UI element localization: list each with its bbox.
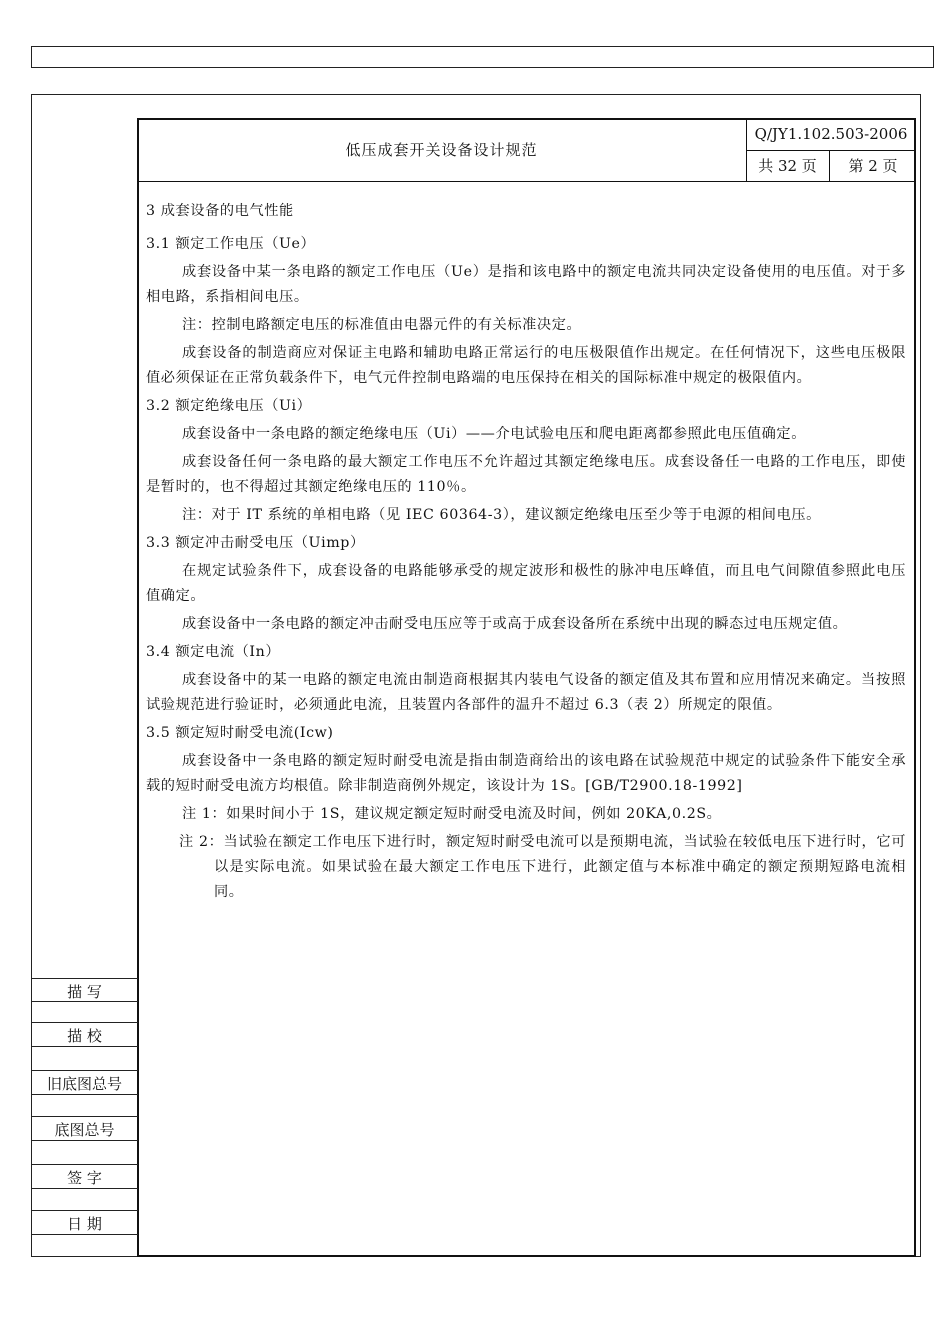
subsection-heading: 3.4 额定电流（In） <box>146 644 281 660</box>
date-value-cell <box>31 1234 138 1255</box>
note: 注：控制电路额定电压的标准值由电器元件的有关标准决定。 <box>182 317 582 333</box>
subsection-heading: 3.2 额定绝缘电压（Ui） <box>146 398 312 414</box>
check-value-cell <box>31 1046 138 1069</box>
base-number-value-cell <box>31 1140 138 1163</box>
section-heading: 3 成套设备的电气性能 <box>146 203 294 219</box>
note: 注 2：当试验在额定工作电压下进行时，额定短时耐受电流可以是预期电流，当试验在较低电压下进行时，它可以是实际电流。如果试验在最大额定工作电压下进行，此额定值与本标准中确定的额定预期短路电流相同。 <box>179 834 906 900</box>
document-title: 低压成套开关设备设计规范 <box>345 141 538 159</box>
paragraph: 成套设备中一条电路的额定短时耐受电流是指由制造商给出的该电路在试验规范中规定的试验条件下能安全承载的短时耐受电流方均根值。除非制造商例外规定，该设计为 1S。[GB/T2900.18-1992] <box>146 753 906 794</box>
subsection-heading: 3.1 额定工作电压（Ue） <box>146 236 316 252</box>
draw-value-cell <box>31 1001 138 1022</box>
paragraph: 在规定试验条件下，成套设备的电路能够承受的规定波形和极性的脉冲电压峰值，而且电气间隙值参照此电压值确定。 <box>146 563 906 604</box>
paragraph: 成套设备的制造商应对保证主电路和辅助电路正常运行的电压极限值作出规定。在任何情况下，这些电压极限值必须保证在正常负载条件下，电气元件控制电路端的电压保持在相关的国际标准中规定的极限值内。 <box>146 345 906 386</box>
page-total: 共 32 页 <box>758 157 817 175</box>
note: 注：对于 IT 系统的单相电路（见 IEC 60364-3），建议额定绝缘电压至少等于电源的相间电压。 <box>182 507 821 523</box>
subsection-heading: 3.3 额定冲击耐受电压（Uimp） <box>146 535 365 551</box>
paragraph: 成套设备中一条电路的额定冲击耐受电压应等于或高于成套设备所在系统中出现的瞬态过电压规定值。 <box>182 616 848 632</box>
subsection-heading: 3.5 额定短时耐受电流(Icw) <box>146 725 334 741</box>
document-body <box>146 196 906 905</box>
old-base-number-label: 旧底图总号 <box>31 1070 138 1093</box>
paragraph: 成套设备中某一条电路的额定工作电压（Ue）是指和该电路中的额定电流共同决定设备使用的电压值。对于多相电路，系指相间电压。 <box>146 264 906 305</box>
base-number-label: 底图总号 <box>31 1116 138 1139</box>
signature-value-cell <box>31 1188 138 1211</box>
paragraph: 成套设备任何一条电路的最大额定工作电压不允许超过其额定绝缘电压。成套设备任一电路的工作电压，即使是暂时的，也不得超过其额定绝缘电压的 110％。 <box>146 454 906 495</box>
note: 注 1：如果时间小于 1S，建议规定额定短时耐受电流及时间，例如 20KA,0.2S。 <box>182 806 722 822</box>
signature-label: 签 字 <box>31 1164 138 1187</box>
date-label: 日 期 <box>31 1210 138 1233</box>
document-code: Q/JY1.102.503-2006 <box>754 125 908 143</box>
check-label: 描 校 <box>31 1022 138 1045</box>
draw-label: 描 写 <box>31 978 138 1001</box>
paragraph: 成套设备中一条电路的额定绝缘电压（Ui）——介电试验电压和爬电距离都参照此电压值确定。 <box>182 426 806 442</box>
page-current: 第 2 页 <box>848 157 898 175</box>
old-base-number-value-cell <box>31 1094 138 1117</box>
top-margin-strip <box>31 46 934 68</box>
paragraph: 成套设备中的某一电路的额定电流由制造商根据其内装电气设备的额定值及其布置和应用情况来确定。当按照试验规范进行验证时，必须通此电流，且装置内各部件的温升不超过 6.3（表 2）所规定的限值。 <box>146 672 906 713</box>
